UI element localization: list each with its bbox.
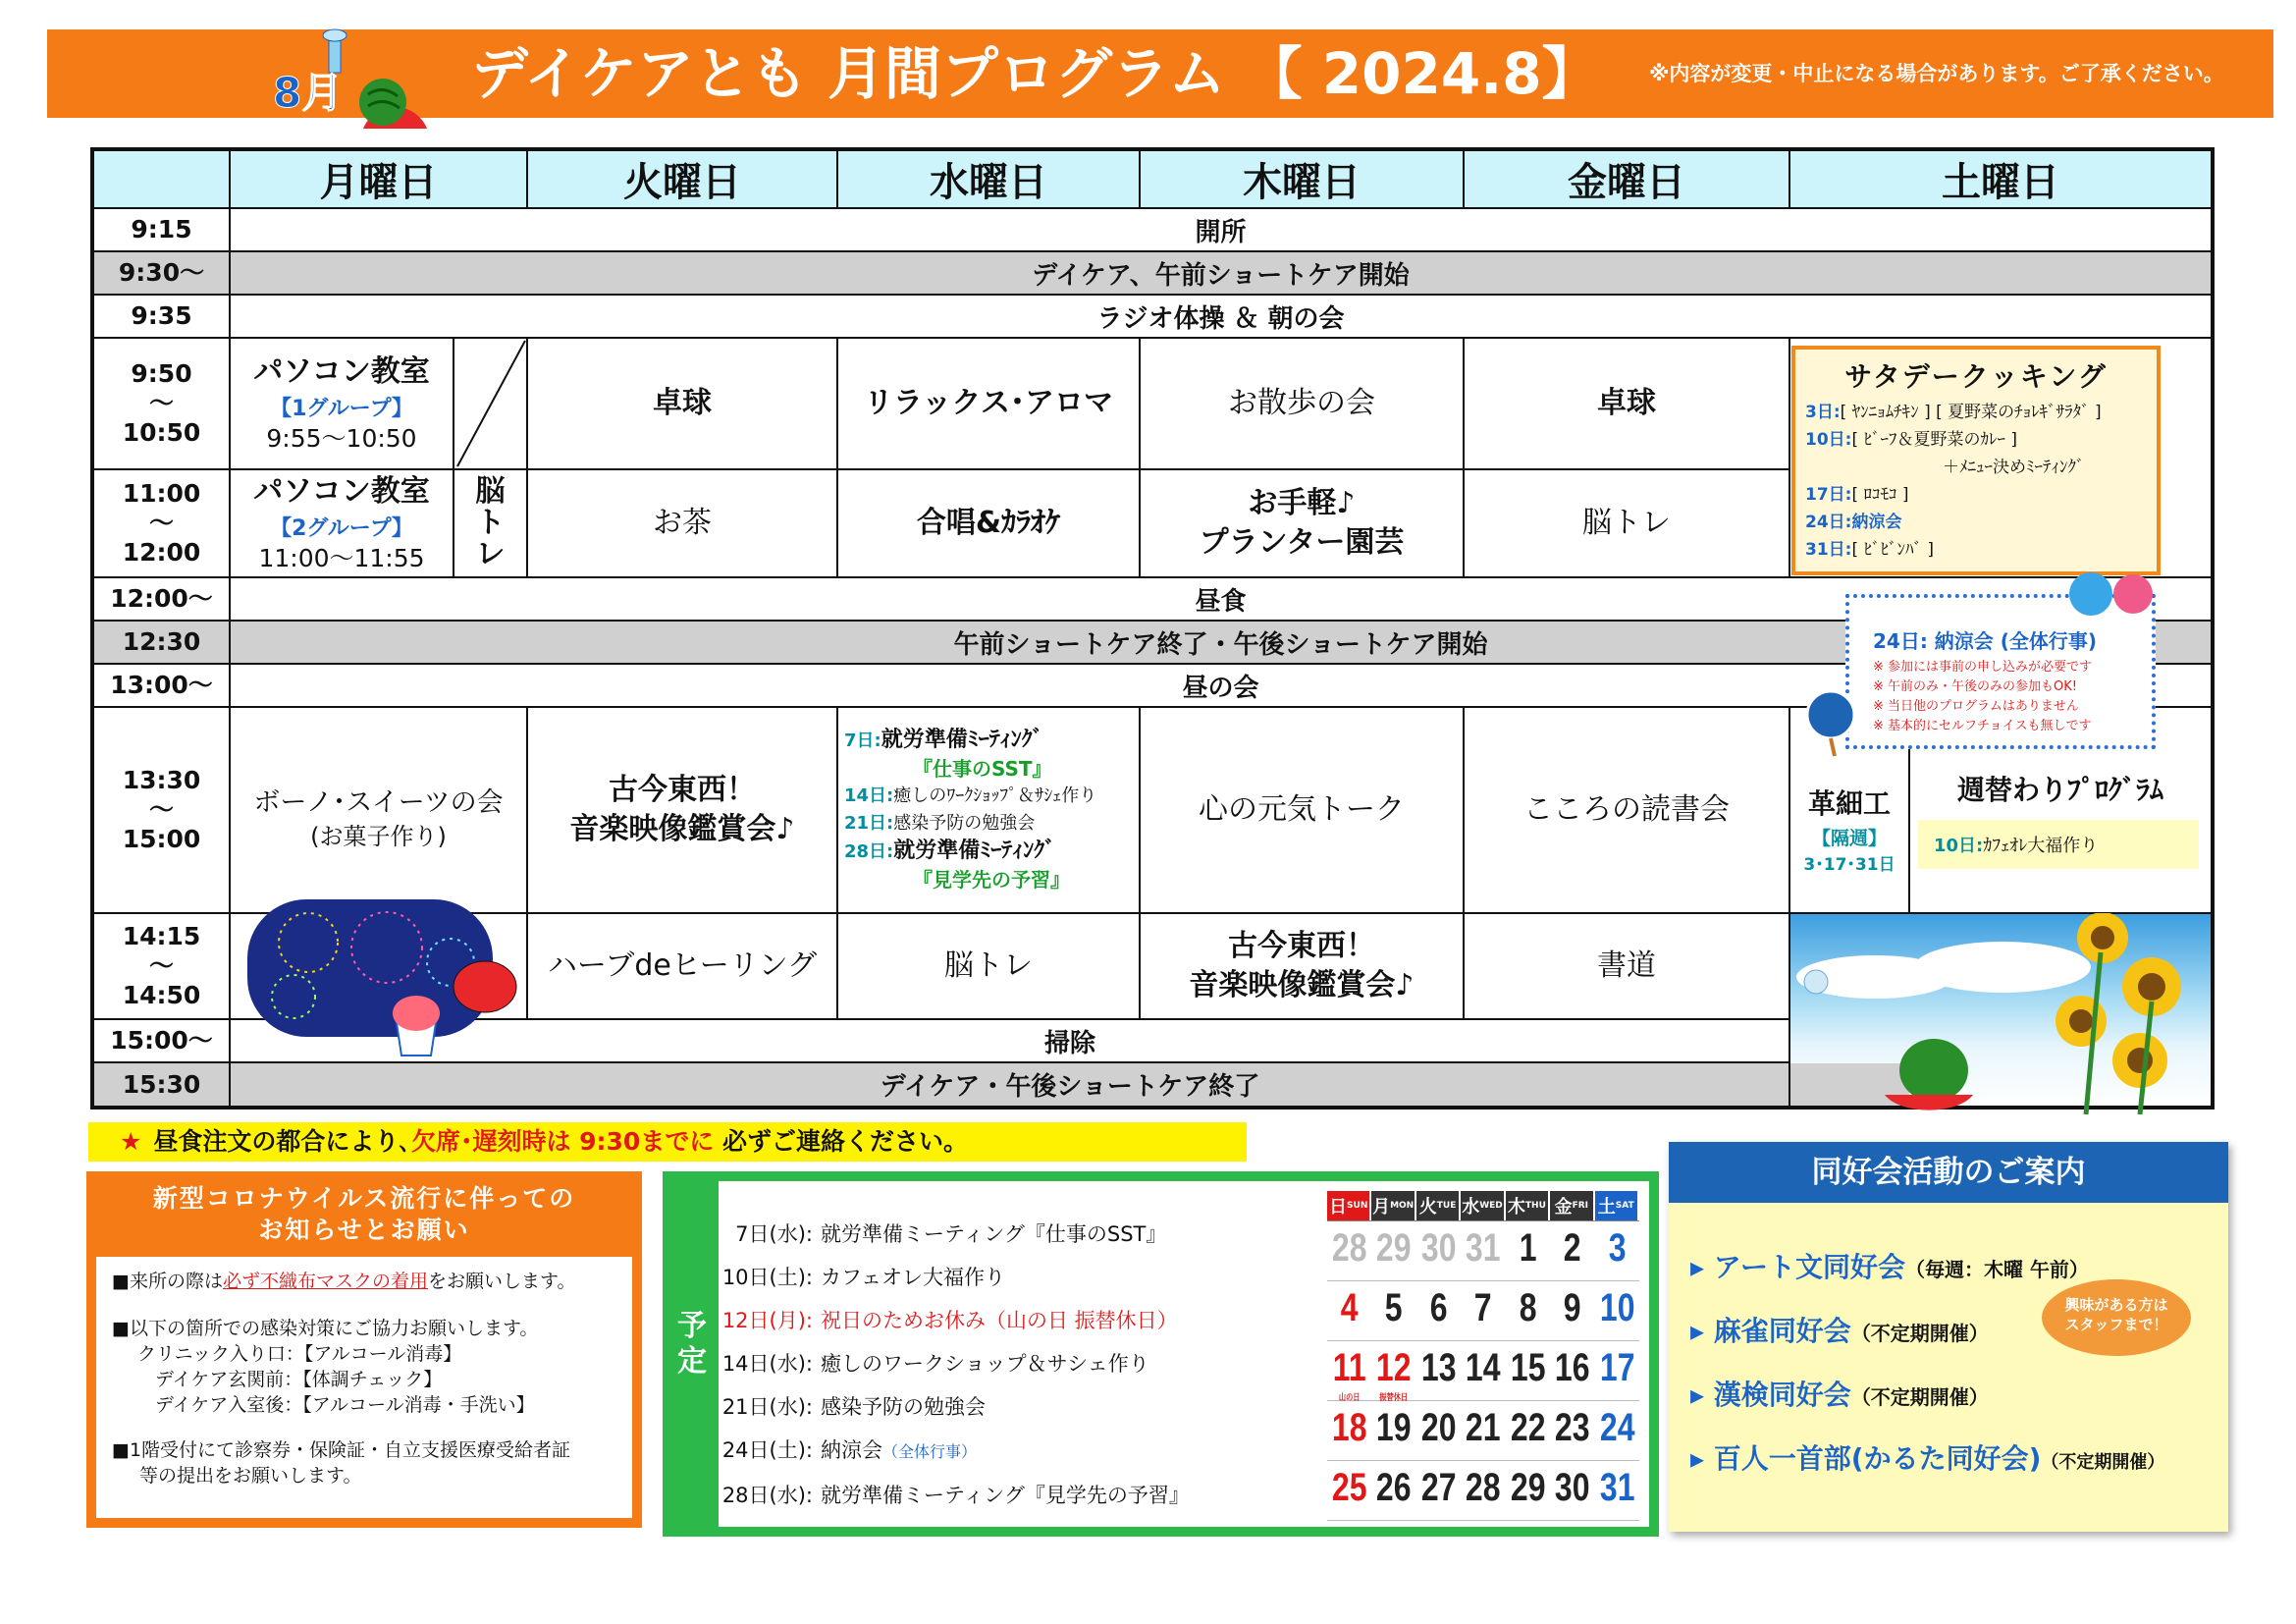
- leather-biweekly: 【隔週】: [1811, 828, 1887, 849]
- time-cell: 9:30～: [92, 251, 230, 295]
- time-tilde: ～: [148, 509, 174, 537]
- corona-notice-body: [96, 1257, 632, 1518]
- august-calendar: [1327, 1191, 1639, 1517]
- calendar-day: 17: [1599, 1346, 1635, 1389]
- label-char: 定: [677, 1344, 707, 1379]
- wed-item-7-sub: 『仕事のSST』: [913, 757, 1052, 781]
- day-header-row: [92, 149, 2213, 208]
- festival-fan-icon: [1801, 689, 1860, 762]
- time-cell: 12:00～: [92, 577, 230, 621]
- wed-brain-training: 脳トレ: [837, 913, 1140, 1019]
- time-cell: [92, 338, 230, 469]
- lunch-warning: [88, 1122, 1247, 1162]
- music-line2: 音楽映像鑑賞会♪: [1189, 968, 1415, 1002]
- item-text: 就労準備ﾐｰﾃｨﾝｸﾞ: [881, 728, 1043, 752]
- pc-class-title: パソコン教室: [253, 353, 430, 389]
- mon-brain-training: [454, 469, 527, 577]
- diagonal-empty-cell: [454, 338, 527, 469]
- pc-class-time: 9:55～10:50: [266, 423, 417, 453]
- calendar-day: 23: [1555, 1406, 1590, 1449]
- time-end: 15:00: [122, 825, 201, 853]
- shortcare-switch-cell: 午前ショートケア終了・午後ショートケア開始: [230, 621, 2213, 664]
- day-header-thu: 木曜日: [1140, 149, 1464, 208]
- calendar-day: 8: [1519, 1286, 1537, 1329]
- calendar-day: 25: [1331, 1466, 1367, 1509]
- mon-pc-class-2: [230, 469, 454, 577]
- event-item: 24日(土): 納涼会（全体行事）: [721, 1438, 978, 1462]
- calendar-day: 3: [1608, 1226, 1627, 1270]
- time-tilde: ～: [148, 951, 174, 980]
- calendar-weekday-fri: 金 FRI: [1550, 1191, 1592, 1220]
- time-cell: 12:30: [92, 621, 230, 664]
- calendar-weekday-tue: 火 TUE: [1416, 1191, 1459, 1220]
- calendar-weekday-sun: 日 SUN: [1327, 1191, 1369, 1220]
- time-cell: [92, 707, 230, 913]
- fri-brain-training: 脳トレ: [1464, 469, 1789, 577]
- time-start: 9:50: [131, 359, 192, 388]
- wed-item-7: [844, 727, 1139, 755]
- thu-music-video: [1140, 913, 1464, 1019]
- star-icon: ★: [120, 1127, 142, 1156]
- sunflower-picture: [1787, 913, 2211, 1114]
- contact-staff-bubble: [2042, 1279, 2191, 1356]
- calendar-day: 26: [1376, 1466, 1412, 1509]
- cooking-item: ＋ﾒﾆｭｰ決めﾐｰﾃｨﾝｸﾞ: [1943, 458, 2085, 477]
- daycare-end-cell: デイケア・午後ショートケア終了: [230, 1062, 1909, 1108]
- calendar-day: 20: [1420, 1406, 1457, 1449]
- calendar-weekday-mon: 月 MON: [1371, 1191, 1414, 1220]
- time-cell: 9:35: [92, 295, 230, 338]
- fri-table-tennis: 卓球: [1464, 338, 1789, 469]
- calendar-day: 24: [1599, 1406, 1635, 1449]
- event-item: 21日(水): 感染予防の勉強会: [721, 1395, 986, 1419]
- cooking-item: 10日:[ ﾋﾞｰﾌ＆夏野菜のｶﾚｰ ]: [1805, 430, 2018, 450]
- calendar-day: 6: [1429, 1286, 1448, 1329]
- calendar-weekday-thu: 木 THU: [1506, 1191, 1548, 1220]
- club-title: 同好会活動のご案内: [1669, 1142, 2228, 1203]
- pc-class-title: パソコン教室: [253, 473, 430, 509]
- calendar-day: 31: [1599, 1466, 1635, 1509]
- warning-red: 欠席･遅刻時は 9:30までに: [410, 1127, 715, 1156]
- gardening-line2: プランター園芸: [1199, 525, 1405, 560]
- mon-pc-class-1: [230, 338, 454, 469]
- calendar-day: 31: [1466, 1226, 1501, 1270]
- calendar-day: 14: [1466, 1346, 1501, 1389]
- corner-cell: [92, 149, 230, 208]
- tue-herb-healing: ハーブdeヒーリング: [527, 913, 837, 1019]
- calendar-day: 9: [1563, 1286, 1581, 1329]
- calendar-day: 11 山の日: [1332, 1346, 1366, 1402]
- time-cell: 15:00～: [92, 1019, 230, 1062]
- calendar-day: 30: [1555, 1466, 1590, 1509]
- cooking-list: [1795, 395, 2157, 564]
- calendar-day: 27: [1420, 1466, 1457, 1509]
- time-cell: 15:30: [92, 1062, 230, 1108]
- sweets-title: ボーノ･スイーツの会: [253, 787, 504, 818]
- page-title: デイケアとも 月間プログラム 【 2024.8】: [471, 40, 1599, 107]
- sweets-sub: (お菓子作り): [310, 823, 447, 850]
- calendar-day: 28: [1331, 1226, 1367, 1270]
- music-line2: 音楽映像鑑賞会♪: [569, 812, 795, 846]
- event-item: 28日(水): 就労準備ミーティング『見学先の予習』: [721, 1484, 1190, 1507]
- event-item: 7日(水): 就労準備ミーティング『仕事のSST』: [735, 1222, 1167, 1246]
- cooking-title: サタデークッキング: [1844, 360, 2108, 393]
- time-cell: [92, 913, 230, 1019]
- water-balloon-icon: [2066, 565, 2155, 623]
- calendar-weekday-sat: 土 SAT: [1595, 1191, 1637, 1220]
- note-line: ※ 参加には事前の申し込みが必要です: [1873, 660, 2093, 675]
- item-day: 14日:: [844, 785, 894, 806]
- radio-exercise-cell: ラジオ体操 ＆ 朝の会: [230, 295, 2213, 338]
- music-line1: 古今東西！: [609, 773, 756, 807]
- events-label: [672, 1309, 712, 1380]
- warning-post: 必ずご連絡ください。: [714, 1127, 969, 1156]
- pc-group-label: 【1グループ】: [270, 396, 413, 421]
- pc-class-time: 11:00～11:55: [258, 543, 425, 572]
- item-day: 7日:: [844, 731, 881, 751]
- time-cell: [92, 469, 230, 577]
- calendar-header: [1327, 1191, 1639, 1221]
- label-char: 予: [677, 1309, 707, 1343]
- leather-title: 革細工: [1807, 787, 1891, 820]
- day-header-mon: 月曜日: [230, 149, 527, 208]
- calendar-day: 30: [1420, 1226, 1457, 1270]
- calendar-day: 2: [1563, 1226, 1581, 1270]
- mon-sweets-club: [230, 707, 527, 913]
- calendar-day: 16: [1555, 1346, 1590, 1389]
- item-day: 28日:: [844, 841, 894, 862]
- corona-p1: ■来所の際は必ず不織布マスクの着用をお願いします。: [112, 1271, 576, 1292]
- day-header-wed: 水曜日: [837, 149, 1140, 208]
- saturday-cooking-box: [1791, 346, 2161, 575]
- tue-tea: お茶: [527, 469, 837, 577]
- gardening-line1: お手軽♪: [1248, 486, 1356, 520]
- corona-line: デイケア入室後：【アルコール消毒・手洗い】: [155, 1394, 535, 1416]
- vertical-char: レ: [475, 537, 506, 571]
- wed-relax-aroma: リラックス･アロマ: [837, 338, 1140, 469]
- time-cell: 13:00～: [92, 664, 230, 707]
- weekly-text: ｶﾌｪｵﾚ大福作り: [1983, 836, 2099, 856]
- calendar-day: 15: [1510, 1346, 1546, 1389]
- corona-title-line1: 新型コロナウイルス流行に伴っての: [152, 1184, 576, 1213]
- cooking-item: 24日:納涼会: [1805, 513, 1902, 532]
- club-item-mahjong: ▸ 麻雀同好会（不定期開催）: [1690, 1315, 1989, 1347]
- month-badge: 8月: [273, 69, 344, 117]
- calendar-day: 22: [1510, 1406, 1546, 1449]
- event-item: 14日(水): 癒しのワークショップ＆サシェ作り: [721, 1352, 1149, 1376]
- calendar-week: [1327, 1281, 1639, 1341]
- note-line: ※ 基本的にセルフチョイスも無しです: [1873, 719, 2092, 733]
- corona-p2: ■以下の箇所での感染対策にご協力お願いします。: [112, 1318, 539, 1339]
- time-start: 11:00: [122, 479, 201, 508]
- wed-item-28: [844, 838, 1139, 866]
- bubble-line: 興味がある方は: [2064, 1296, 2168, 1314]
- music-line1: 古今東西！: [1228, 929, 1375, 963]
- time-start: 14:15: [122, 922, 201, 950]
- wed-item-14: [844, 783, 1139, 810]
- time-end: 10:50: [122, 418, 201, 447]
- cooking-item: 17日:[ ﾛｺﾓｺ ]: [1805, 485, 1909, 505]
- weekly-day: 10日:: [1934, 836, 1984, 856]
- cooking-item: 31日:[ ﾋﾞﾋﾞﾝﾊﾞ ]: [1805, 540, 1935, 560]
- corona-p3: ■1階受付にて診察券・保険証・自立支援医療受給者証: [112, 1439, 571, 1461]
- event-item: 10日(土): カフェオレ大福作り: [721, 1266, 1005, 1289]
- time-cell: 9:15: [92, 208, 230, 251]
- wed-afternoon-list: [837, 707, 1140, 913]
- row-0930: [92, 251, 2213, 295]
- item-text: 癒しのﾜｰｸｼｮｯﾌﾟ＆ｻｼｪ作り: [893, 785, 1097, 806]
- calendar-day: 21: [1466, 1406, 1501, 1449]
- item-day: 21日:: [844, 813, 894, 834]
- wed-karaoke: 合唱&ｶﾗｵｹ: [837, 469, 1140, 577]
- corona-title: [86, 1183, 642, 1246]
- item-text: 感染予防の勉強会: [893, 813, 1036, 834]
- holiday-note: 山の日: [1338, 1392, 1361, 1402]
- tue-music-video: [527, 707, 837, 913]
- calendar-day: 19: [1376, 1406, 1412, 1449]
- wed-item-21: [844, 810, 1139, 838]
- vertical-char: ト: [475, 506, 506, 540]
- calendar-day: 4: [1340, 1286, 1359, 1329]
- tue-table-tennis: 卓球: [527, 338, 837, 469]
- calendar-grid: [1327, 1221, 1639, 1521]
- corona-title-line2: お知らせとお願い: [258, 1216, 470, 1244]
- summer-party-title: 24日: 納涼会 (全体行事): [1873, 629, 2098, 653]
- holiday-note: 振替休日: [1379, 1392, 1409, 1402]
- fri-calligraphy: 書道: [1464, 913, 1789, 1019]
- weekly-item: [1918, 820, 2199, 869]
- bubble-line: スタッフまで！: [2064, 1316, 2168, 1333]
- calendar-week: [1327, 1221, 1639, 1281]
- item-text: 就労準備ﾐｰﾃｨﾝｸﾞ: [893, 839, 1056, 863]
- row-0915: [92, 208, 2213, 251]
- time-end: 14:50: [122, 981, 201, 1009]
- calendar-day: 29: [1376, 1226, 1412, 1270]
- club-item-karuta: ▸ 百人一首部(かるた同好会)（不定期開催）: [1690, 1442, 2165, 1475]
- note-line: ※ 当日他のプログラムはありません: [1873, 699, 2079, 714]
- calendar-day: 18: [1331, 1406, 1367, 1449]
- club-item-kanken: ▸ 漢検同好会（不定期開催）: [1690, 1379, 1989, 1411]
- fri-book-club: こころの読書会: [1464, 707, 1789, 913]
- corona-line: デイケア玄関前：【体調チェック】: [155, 1369, 443, 1390]
- time-start: 13:30: [122, 766, 201, 794]
- day-header-sat: 土曜日: [1789, 149, 2213, 208]
- row-0935: [92, 295, 2213, 338]
- calendar-day: 10: [1599, 1286, 1635, 1329]
- calendar-day: 1: [1519, 1226, 1537, 1270]
- thu-gardening: [1140, 469, 1464, 577]
- calendar-week: [1327, 1341, 1639, 1401]
- daycare-start-cell: デイケア、午前ショートケア開始: [230, 251, 2213, 295]
- corona-line: クリニック入り口：【アルコール消毒】: [137, 1343, 462, 1365]
- day-header-tue: 火曜日: [527, 149, 837, 208]
- calendar-day: 12 振替休日: [1376, 1346, 1412, 1402]
- thu-walk: お散歩の会: [1140, 338, 1464, 469]
- lunch-cell: 昼食: [230, 577, 2213, 621]
- open-cell: 開所: [230, 208, 2213, 251]
- calendar-day: 29: [1510, 1466, 1546, 1509]
- cooking-item: 3日:[ ﾔﾝﾆｮﾑﾁｷﾝ ] [ 夏野菜のﾁｮﾚｷﾞｻﾗﾀﾞ ]: [1805, 403, 2102, 422]
- event-item-holiday: 12日(月): 祝日のためお休み（山の日 振替休日）: [721, 1309, 1178, 1332]
- club-list: [1690, 1237, 2220, 1492]
- noon-meeting-cell: 昼の会: [230, 664, 2213, 707]
- calendar-weekday-wed: 水 WED: [1461, 1191, 1503, 1220]
- weekly-title: 週替わりﾌﾟﾛｸﾞﾗﾑ: [1956, 774, 2163, 806]
- fireworks-picture: [240, 893, 524, 1060]
- club-item-art: ▸ アート文同好会（毎週：木曜 午前）: [1690, 1251, 2089, 1283]
- warning-pre: 昼食注文の都合により､: [153, 1127, 411, 1156]
- time-tilde: ～: [148, 389, 174, 417]
- calendar-day: 28: [1466, 1466, 1501, 1509]
- calendar-week: [1327, 1401, 1639, 1461]
- change-notice: ※内容が変更・中止になる場合があります。ご了承ください。: [1649, 62, 2224, 85]
- time-tilde: ～: [148, 795, 174, 824]
- thu-kokoro-talk: 心の元気トーク: [1140, 707, 1464, 913]
- note-line: ※ 午前のみ・午後のみの参加もOK!: [1873, 679, 2077, 694]
- calendar-day: 5: [1385, 1286, 1404, 1329]
- leather-dates: 3･17･31日: [1803, 855, 1896, 875]
- calendar-day: 7: [1474, 1286, 1492, 1329]
- calendar-day: 13: [1420, 1346, 1457, 1389]
- cleaning-cell: 掃除: [230, 1019, 1909, 1062]
- time-end: 12:00: [122, 538, 201, 567]
- vertical-char: 脳: [475, 474, 506, 509]
- day-header-fri: 金曜日: [1464, 149, 1789, 208]
- corona-p3-cont: 等の提出をお願いします。: [139, 1465, 362, 1487]
- summer-party-notes: [1849, 658, 2152, 736]
- calendar-week: [1327, 1461, 1639, 1521]
- wed-item-28-sub: 『見学先の予習』: [913, 868, 1070, 892]
- pc-group-label: 【2グループ】: [270, 515, 413, 541]
